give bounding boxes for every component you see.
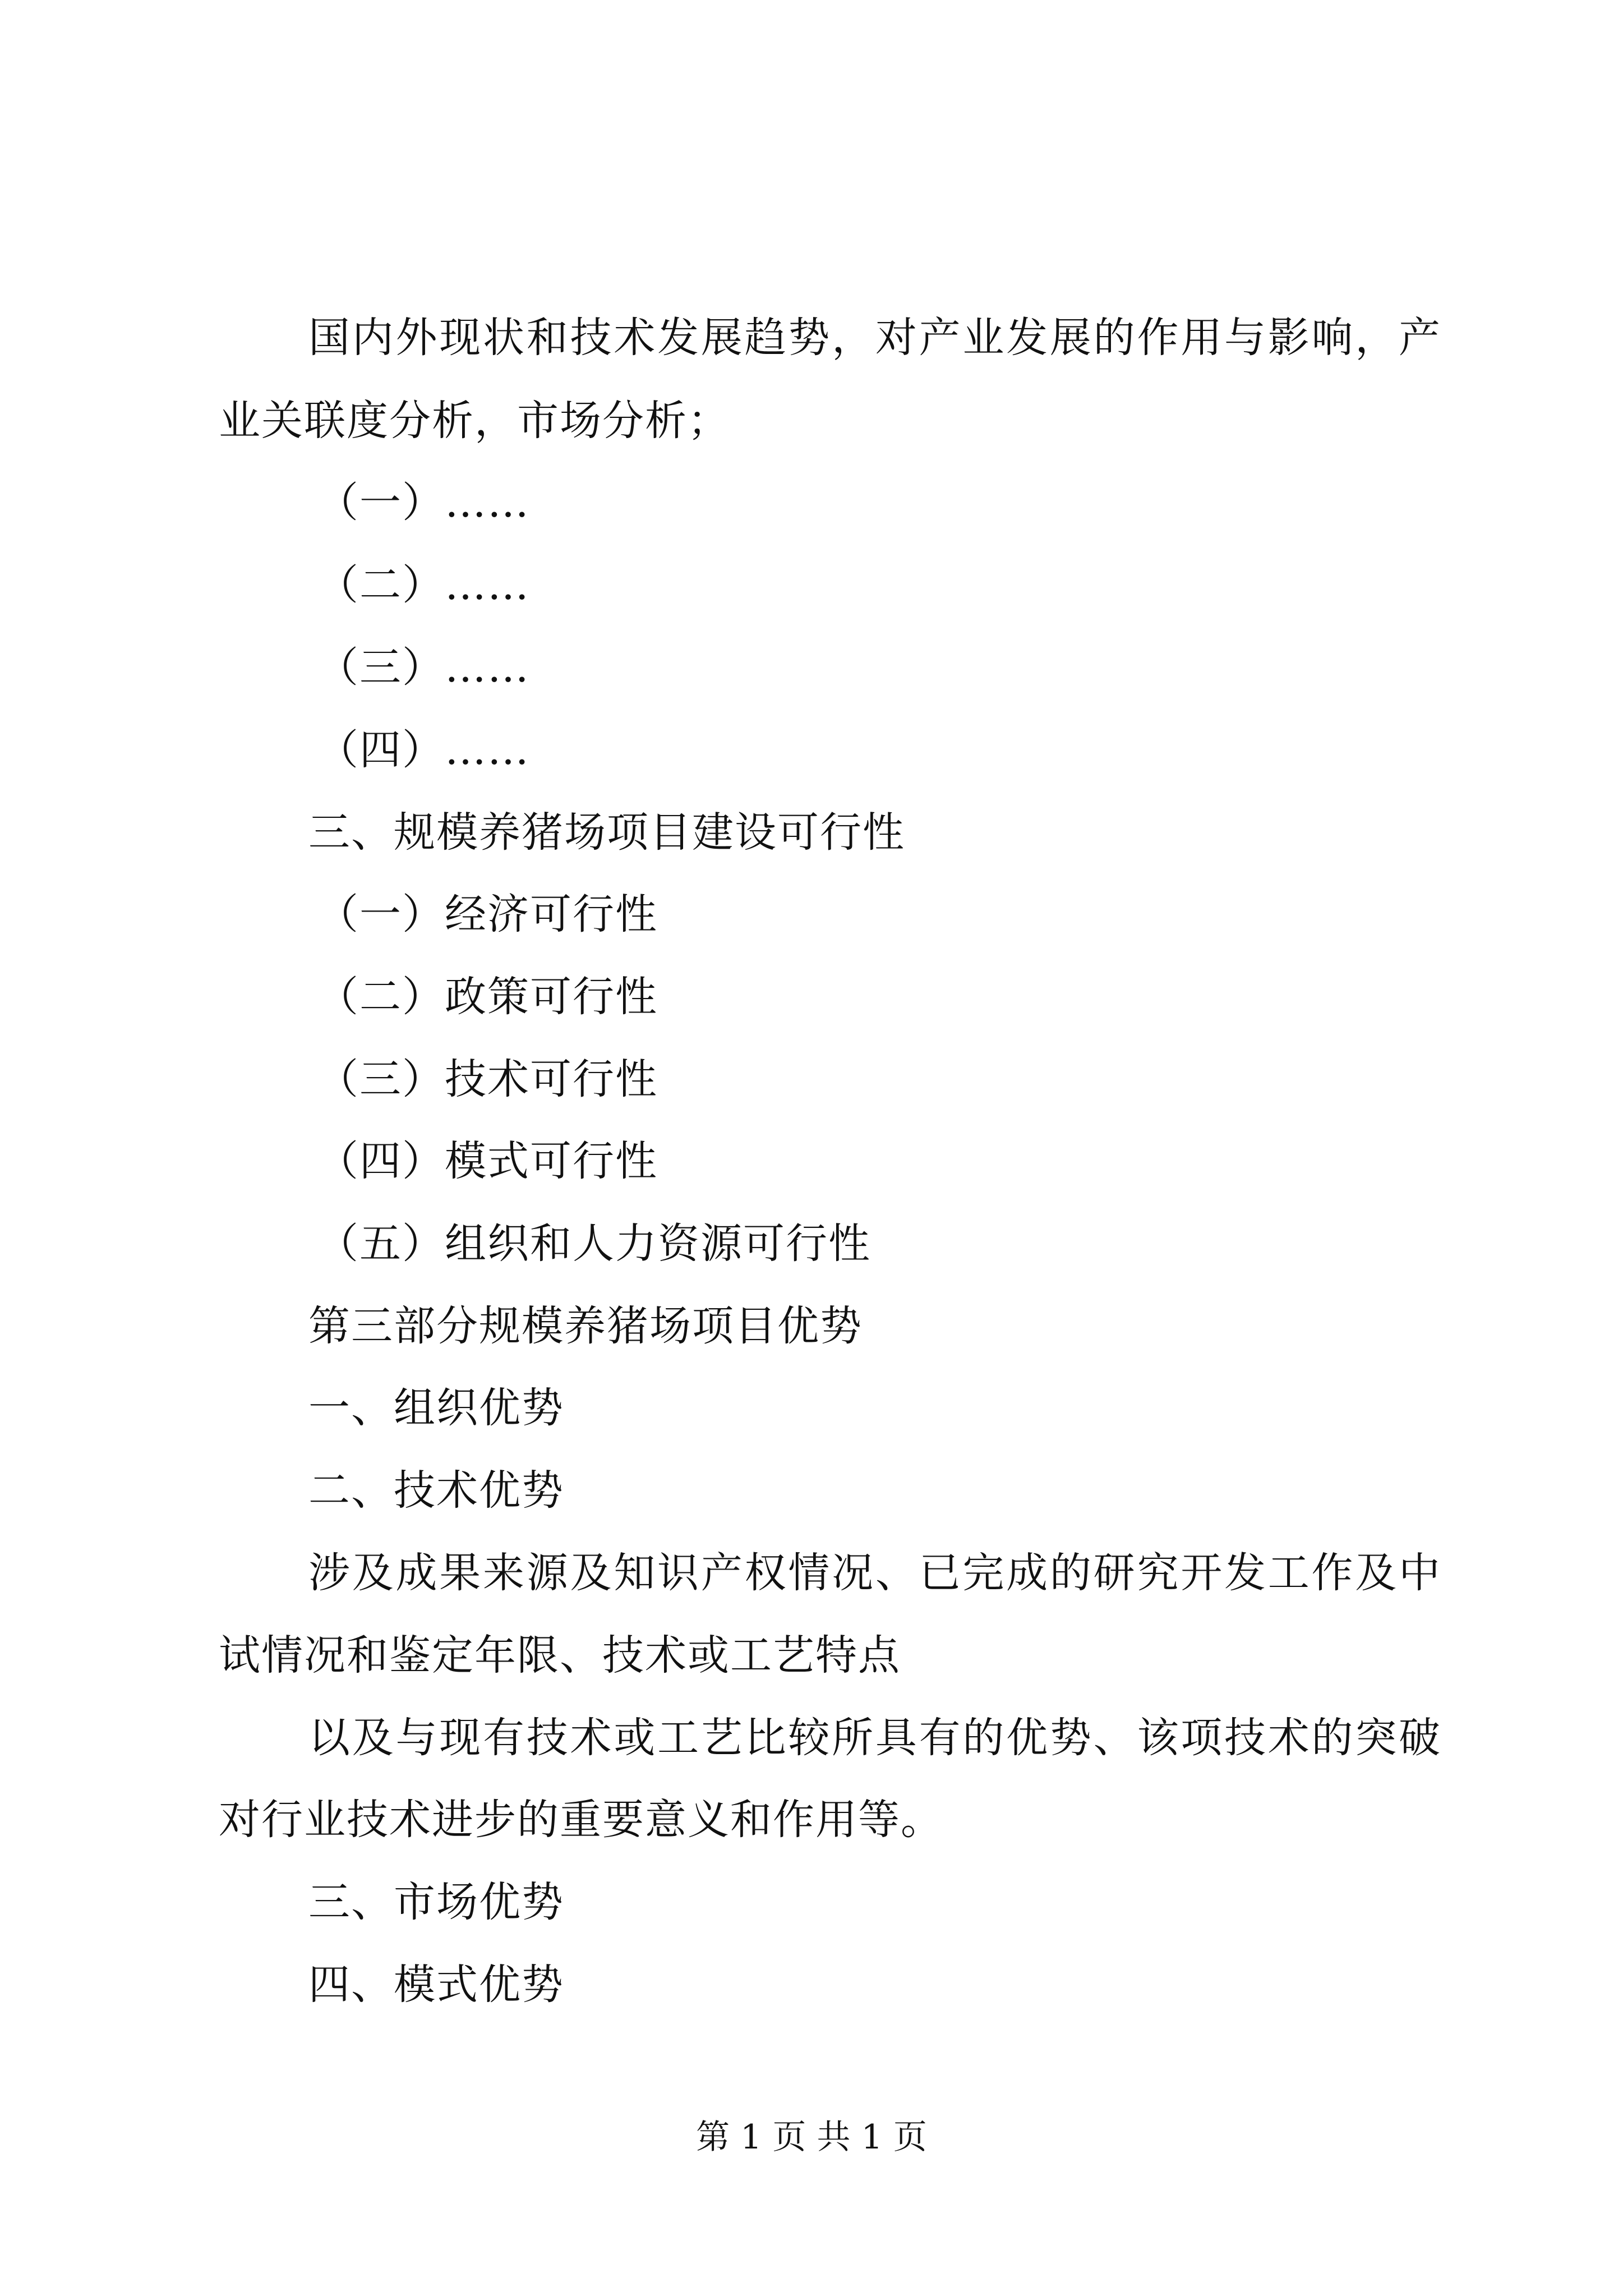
- section-heading: 一、组织优势: [308, 1384, 564, 1432]
- list-item: （一）……: [317, 478, 530, 527]
- part-heading: 第三部分规模养猪场项目优势: [308, 1302, 863, 1350]
- page-footer: 第 1 页 共 1 页: [696, 2118, 927, 2157]
- list-item: （五）组织和人力资源可行性: [317, 1220, 871, 1268]
- paragraph-line: 涉及成果来源及知识产权情况、已完成的研究开发工作及中: [308, 1549, 1441, 1597]
- paragraph-line: 试情况和鉴定年限、技术或工艺特点: [219, 1631, 901, 1680]
- paragraph-line: 国内外现状和技术发展趋势，对产业发展的作用与影响，产: [308, 314, 1441, 362]
- list-item: （二）……: [317, 561, 530, 609]
- list-item: （一）经济可行性: [317, 890, 658, 938]
- section-heading: 三、市场优势: [308, 1878, 564, 1926]
- list-item: （三）……: [317, 643, 530, 692]
- list-item: （四）……: [317, 726, 530, 774]
- list-item: （三）技术可行性: [317, 1055, 658, 1103]
- paragraph-line: 以及与现有技术或工艺比较所具有的优势、该项技术的突破: [308, 1714, 1441, 1762]
- paragraph-line: 对行业技术进步的重要意义和作用等。: [219, 1796, 943, 1844]
- paragraph-line: 业关联度分析，市场分析；: [219, 397, 730, 445]
- section-heading: 四、模式优势: [308, 1961, 564, 2009]
- list-item: （二）政策可行性: [317, 973, 658, 1021]
- section-heading: 三、规模养猪场项目建设可行性: [308, 808, 905, 857]
- section-heading: 二、技术优势: [308, 1466, 564, 1515]
- list-item: （四）模式可行性: [317, 1137, 658, 1185]
